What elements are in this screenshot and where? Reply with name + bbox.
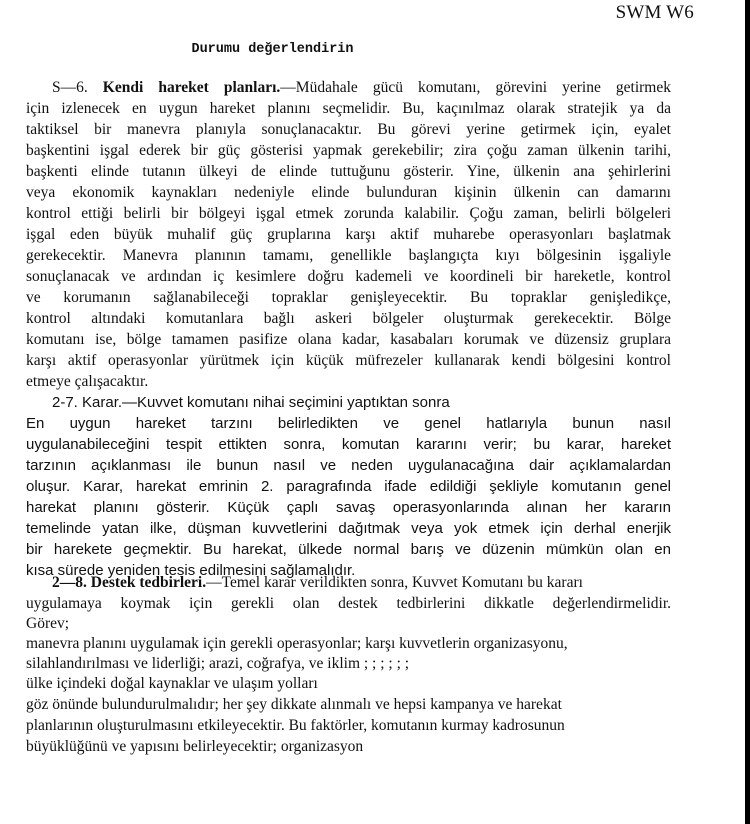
section-8-line: büyüklüğünü ve yapısını belirleyecektir; organizasyon bbox=[26, 738, 364, 755]
section-7-line: oluşur. Karar, harekat emrinin 2. paragrafında ifade edildiği şekliyle komutanın genel bbox=[26, 478, 671, 495]
section-6-line: başkenti elinde tutanın ülkeyi de elinde tuttuğunu gösterir. Yine, ülkenin ana şehirlerini bbox=[26, 163, 671, 180]
section-6-line: gerekecektir. Manevra planının tamamı, genellikle başlangıçta kıyı bölgesinin işgaliyle bbox=[26, 247, 671, 264]
section-7-heading: 2-7. Karar.—Kuvvet komutanı nihai seçimini yaptıktan sonra bbox=[52, 394, 450, 411]
section-6-text: —Müdahale gücü komutanı, görevini yerine getirmek bbox=[280, 79, 671, 96]
section-6-line: kontrol altındaki komutanlara bağlı askeri bölgeler oluşturmak gerekecektir. Bölge bbox=[26, 310, 671, 327]
section-8-line: uygulamaya koymak için gerekli olan destek tedbirlerini dikkatle değerlendirmelidir. bbox=[26, 595, 671, 612]
section-6-line: etmeye çalışacaktır. bbox=[26, 373, 149, 390]
section-6-line: veya ekonomik kaynakları nedeniyle elinde bulunduran kişinin ülkenin can damarını bbox=[26, 184, 671, 201]
section-7-line: uygulanabileceğini tespit ettikten sonra, komutan kararını verir; bu karar, hareket bbox=[26, 436, 671, 453]
section-8-line: manevra planını uygulamak için gerekli operasyonlar; karşı kuvvetlerin organizasyonu, bbox=[26, 635, 568, 652]
page-title: Durumu değerlendirin bbox=[191, 42, 354, 57]
section-6-line: taktiksel bir manevra planıyla sonuçlanacaktır. Bu görevi yerine getirmek için, eyalet bbox=[26, 121, 671, 138]
section-7-line: En uygun hareket tarzını belirledikten ve genel hatlarıyla bunun nasıl bbox=[26, 415, 671, 432]
section-6-line: karşı aktif operasyonlar yürütmek için küçük müfrezeler kullanarak kendi bölgesini kontrol bbox=[26, 352, 671, 369]
section-6-line: ve korumanın sağlanabileceği topraklar genişleyecektir. Bu topraklar genişledikçe, bbox=[26, 289, 671, 306]
section-6-line: için izlenecek en uygun hareket planını seçmelidir. Bu, kaçınılmaz olarak stratejik ya da bbox=[26, 100, 671, 117]
section-8-heading-line bbox=[52, 573, 671, 593]
section-8-line: Görev; bbox=[26, 615, 70, 632]
section-8-text: —Temel karar verildikten sonra, Kuvvet Komutanı bu kararı bbox=[206, 574, 583, 591]
section-6-line: başkentini işgal ederek bir güç gösterisi yapmak gerekebilir; zira çoğu zaman ülkenin tarihi, bbox=[26, 142, 671, 159]
section-8-number: 2—8. bbox=[52, 574, 91, 591]
section-7-line: tarzının açıklanması ile bunun nasıl ve neden uygulanacağına dair açıklamalardan bbox=[26, 457, 671, 474]
section-7-line: kısa sürede yeniden tesis edilmesini sağlamalıdır. bbox=[26, 562, 356, 579]
section-6-line: sonuçlanacak ve ardından iç kesimlere doğru kademeli ve koordineli bir hareketle, kontrol bbox=[26, 268, 671, 285]
section-7-line: harekat planını gösterir. Küçük çaplı savaş operasyonlarında alınan her kararın bbox=[26, 499, 671, 516]
section-6-number: S—6. bbox=[52, 79, 103, 96]
document-code: SWM W6 bbox=[615, 2, 694, 23]
section-8-line: planlarının oluşturulmasını etkileyecektir. Bu faktörler, komutanın kurmay kadrosunun bbox=[26, 717, 565, 734]
section-6-line: kontrol ettiği belirli bir bölgeyi işgal etmek zorunda kalabilir. Çoğu zaman, belirli bölgeleri bbox=[26, 205, 671, 222]
section-6-heading: Kendi hareket planları. bbox=[102, 79, 281, 96]
section-7-line: temelinde yatan ilke, düşman kuvvetlerini dağıtmak veya yok etmek için derhal enerjik bbox=[26, 520, 671, 537]
section-8-line: silahlandırılması ve liderliği; arazi, coğrafya, ve iklim ; ; ; ; ; ; bbox=[26, 655, 410, 672]
section-8-line: ülke içindeki doğal kaynaklar ve ulaşım yolları bbox=[26, 675, 318, 692]
section-6-line: işgal eden büyük muhalif güç gruplarına karşı aktif muharebe operasyonları başlatmak bbox=[26, 226, 671, 243]
page-edge bbox=[745, 0, 750, 824]
section-6-line: komutanı ise, bölge tamamen pasifize olana kadar, kasabaları korumak ve düzensiz gruplara bbox=[26, 331, 671, 348]
section-7-line: bir harekete geçmektir. Bu harekat, ülkede normal barış ve düzenin mümkün olan en bbox=[26, 541, 671, 558]
section-6-heading-line bbox=[26, 78, 671, 98]
section-8-line: göz önünde bulundurulmalıdır; her şey dikkate alınmalı ve hepsi kampanya ve harekat bbox=[26, 696, 562, 713]
section-8-heading: Destek tedbirleri. bbox=[90, 574, 207, 591]
